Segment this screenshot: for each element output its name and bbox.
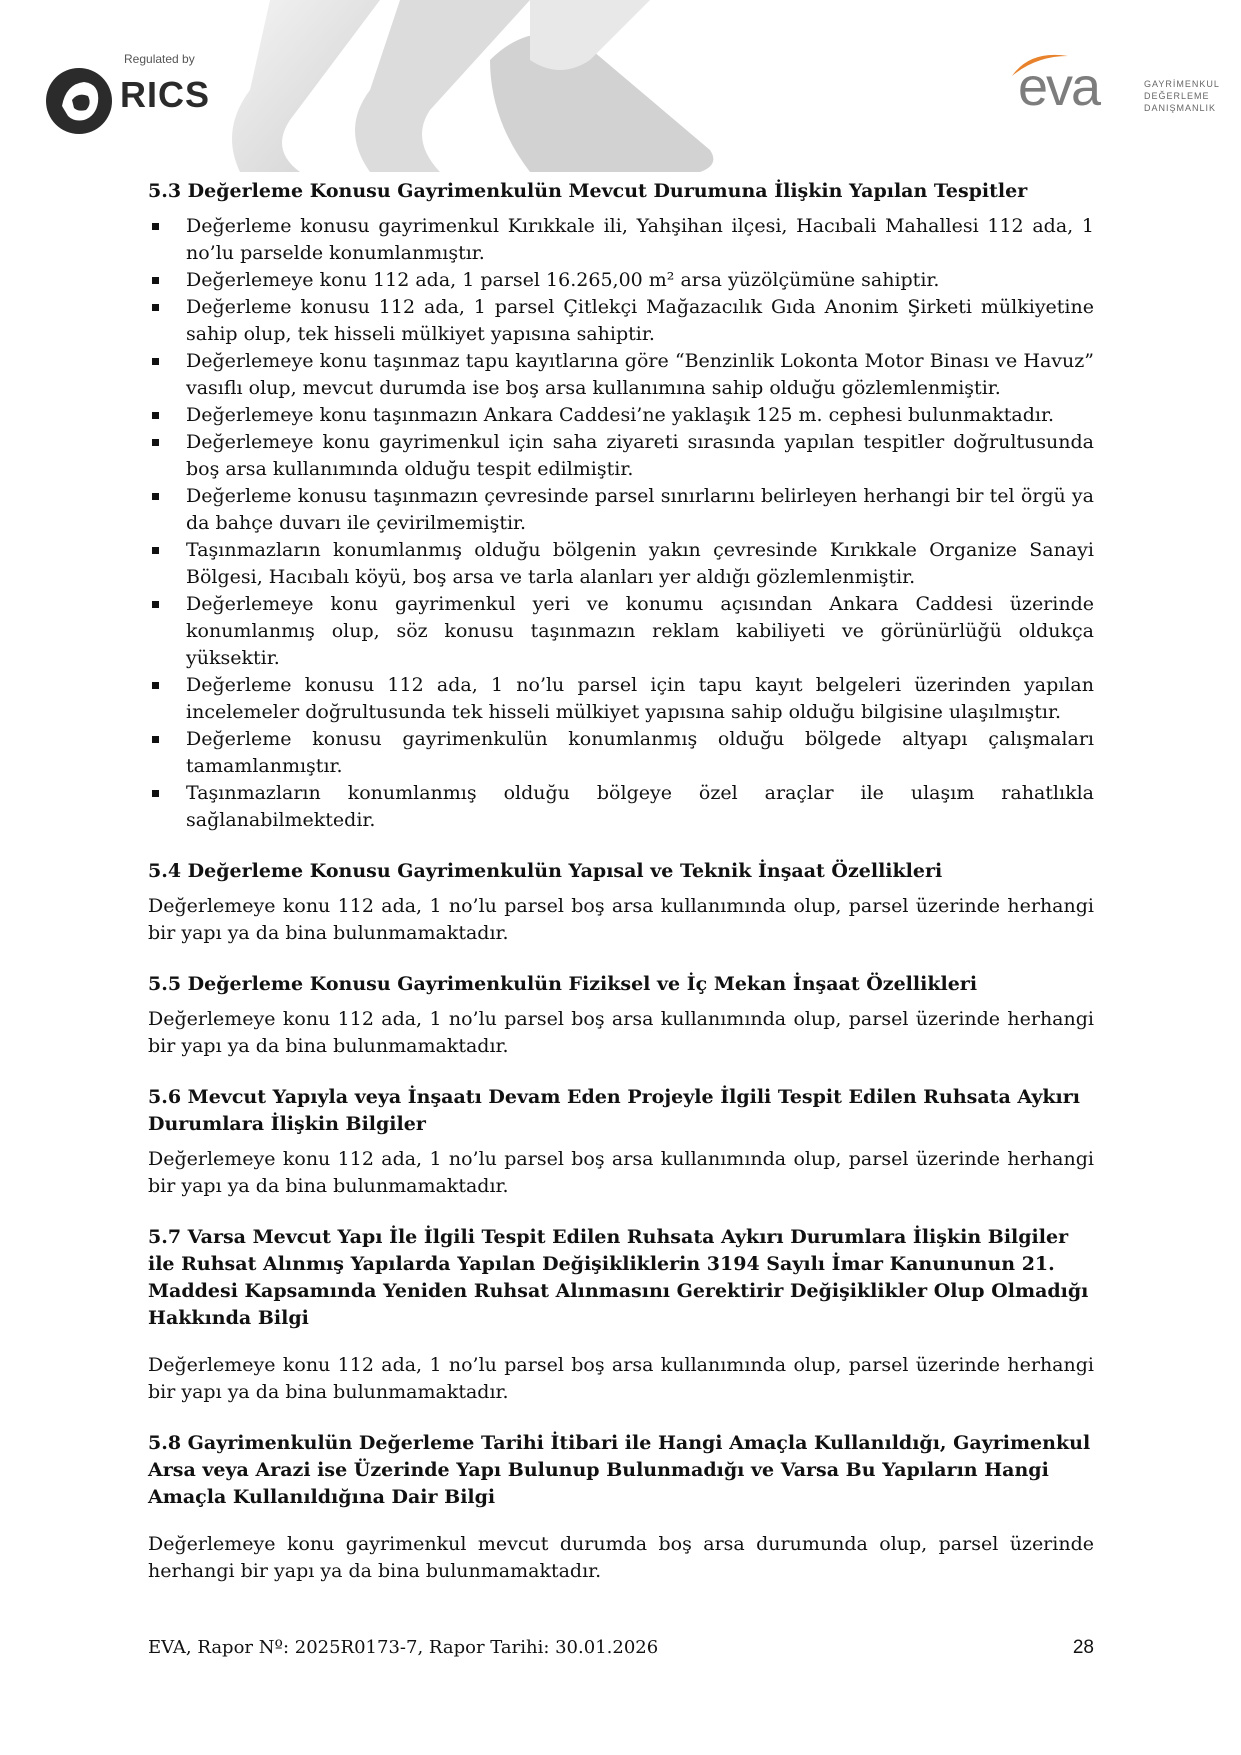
- section-5-3: [148, 178, 1094, 834]
- rics-lion-icon: [44, 66, 114, 136]
- list-item: Değerlemeye konu taşınmazın Ankara Caddesi’ne yaklaşık 125 m. cephesi bulunmaktadır.: [148, 402, 1094, 429]
- section-text: Değerlemeye konu 112 ada, 1 no’lu parsel boş arsa kullanımında olup, parsel üzerinde herhangi bir yapı ya da bina bulunmamaktadır.: [148, 895, 1094, 944]
- rics-name: RICS: [120, 74, 211, 115]
- eva-tagline-line: GAYRİMENKUL: [1144, 79, 1220, 89]
- section-title: 5.3 Değerleme Konusu Gayrimenkulün Mevcut Durumuna İlişkin Yapılan Tespitler: [148, 180, 1028, 202]
- list-item: Değerlemeye konu gayrimenkul yeri ve konumu açısından Ankara Caddesi üzerinde konumlanmış olup, söz konusu taşınmazın reklam kabiliyeti ve görünürlüğü oldukça yüksektir.: [148, 591, 1094, 672]
- report-reference: EVA, Rapor Nº: 2025R0173-7, Rapor Tarihi: 30.01.2026: [148, 1637, 659, 1658]
- section-text: Değerlemeye konu 112 ada, 1 no’lu parsel boş arsa kullanımında olup, parsel üzerinde herhangi bir yapı ya da bina bulunmamaktadır.: [148, 1354, 1094, 1403]
- section-title: 5.5 Değerleme Konusu Gayrimenkulün Fiziksel ve İç Mekan İnşaat Özellikleri: [148, 973, 978, 995]
- eva-swoosh-icon: [1010, 50, 1070, 80]
- list-item: Değerlemeye konu taşınmaz tapu kayıtlarına göre “Benzinlik Lokonta Motor Binası ve Havuz” vasıflı olup, mevcut durumda ise boş arsa kullanımına sahip olduğu gözlemlenmiştir.: [148, 348, 1094, 402]
- section-5-5: [148, 971, 1094, 1060]
- section-title: 5.4 Değerleme Konusu Gayrimenkulün Yapısal ve Teknik İnşaat Özellikleri: [148, 860, 943, 882]
- eva-tagline: [1144, 78, 1220, 114]
- section-text: Değerlemeye konu 112 ada, 1 no’lu parsel boş arsa kullanımında olup, parsel üzerinde herhangi bir yapı ya da bina bulunmamaktadır.: [148, 1148, 1094, 1197]
- rics-logo: [44, 52, 244, 142]
- findings-list: [148, 213, 1094, 834]
- eva-logo: [1018, 56, 1228, 136]
- section-5-4: [148, 858, 1094, 947]
- page-number: 28: [1072, 1637, 1094, 1658]
- list-item: Değerleme konusu taşınmazın çevresinde parsel sınırlarını belirleyen herhangi bir tel örgü ya da bahçe duvarı ile çevirilmemiştir.: [148, 483, 1094, 537]
- header-decoration: [230, 0, 750, 172]
- rics-regulated-label: Regulated by: [124, 52, 195, 66]
- section-title: 5.7 Varsa Mevcut Yapı İle İlgili Tespit Edilen Ruhsata Aykırı Durumlara İlişkin Bilgiler ile Ruhsat Alınmış Yapılarda Yapılan Değişikliklerin 3194 Sayılı İmar Kanununun 21. Maddesi Kapsamında Yeniden Ruhsat Alınmasını Gerektirir Değişiklikler Olup Olmadığı Hakkında Bilgi: [148, 1226, 1089, 1329]
- document-body: [148, 178, 1094, 1585]
- section-title: 5.8 Gayrimenkulün Değerleme Tarihi İtibari ile Hangi Amaçla Kullanıldığı, Gayrimenkul Arsa veya Arazi ise Üzerinde Yapı Bulunup Bulunmadığı ve Varsa Bu Yapıların Hangi Amaçla Kullanıldığına Dair Bilgi: [148, 1432, 1091, 1508]
- list-item: Değerleme konusu 112 ada, 1 no’lu parsel için tapu kayıt belgeleri üzerinden yapılan incelemeler doğrultusunda tek hisseli mülkiyet yapısına sahip olduğu bilgisine ulaşılmıştır.: [148, 672, 1094, 726]
- section-title: 5.6 Mevcut Yapıyla veya İnşaatı Devam Eden Projeyle İlgili Tespit Edilen Ruhsata Aykırı Durumlara İlişkin Bilgiler: [148, 1086, 1080, 1135]
- list-item: Değerleme konusu gayrimenkulün konumlanmış olduğu bölgede altyapı çalışmaları tamamlanmıştır.: [148, 726, 1094, 780]
- list-item: Değerleme konusu 112 ada, 1 parsel Çitlekçi Mağazacılık Gıda Anonim Şirketi mülkiyetine sahip olup, tek hisseli mülkiyet yapısına sahiptir.: [148, 294, 1094, 348]
- section-5-6: [148, 1084, 1094, 1200]
- section-5-7: [148, 1224, 1094, 1406]
- eva-wordmark: eva: [1018, 57, 1100, 117]
- section-text: Değerlemeye konu 112 ada, 1 no’lu parsel boş arsa kullanımında olup, parsel üzerinde herhangi bir yapı ya da bina bulunmamaktadır.: [148, 1008, 1094, 1057]
- list-item: Değerlemeye konu 112 ada, 1 parsel 16.265,00 m² arsa yüzölçümüne sahiptir.: [148, 267, 1094, 294]
- section-text: Değerlemeye konu gayrimenkul mevcut durumda boş arsa durumunda olup, parsel üzerinde herhangi bir yapı ya da bina bulunmamaktadır.: [148, 1533, 1094, 1582]
- list-item: Değerlemeye konu gayrimenkul için saha ziyareti sırasında yapılan tespitler doğrultusunda boş arsa kullanımında olduğu tespit edilmiştir.: [148, 429, 1094, 483]
- list-item: Değerleme konusu gayrimenkul Kırıkkale ili, Yahşihan ilçesi, Hacıbali Mahallesi 112 ada, 1 no’lu parselde konumlanmıştır.: [148, 213, 1094, 267]
- list-item: Taşınmazların konumlanmış olduğu bölgenin yakın çevresinde Kırıkkale Organize Sanayi Bölgesi, Hacıbalı köyü, boş arsa ve tarla alanları yer aldığı gözlemlenmiştir.: [148, 537, 1094, 591]
- list-item: Taşınmazların konumlanmış olduğu bölgeye özel araçlar ile ulaşım rahatlıkla sağlanabilmektedir.: [148, 780, 1094, 834]
- eva-tagline-line: DANIŞMANLIK: [1144, 103, 1217, 113]
- section-5-8: [148, 1430, 1094, 1585]
- eva-tagline-line: DEĞERLEME: [1144, 91, 1210, 101]
